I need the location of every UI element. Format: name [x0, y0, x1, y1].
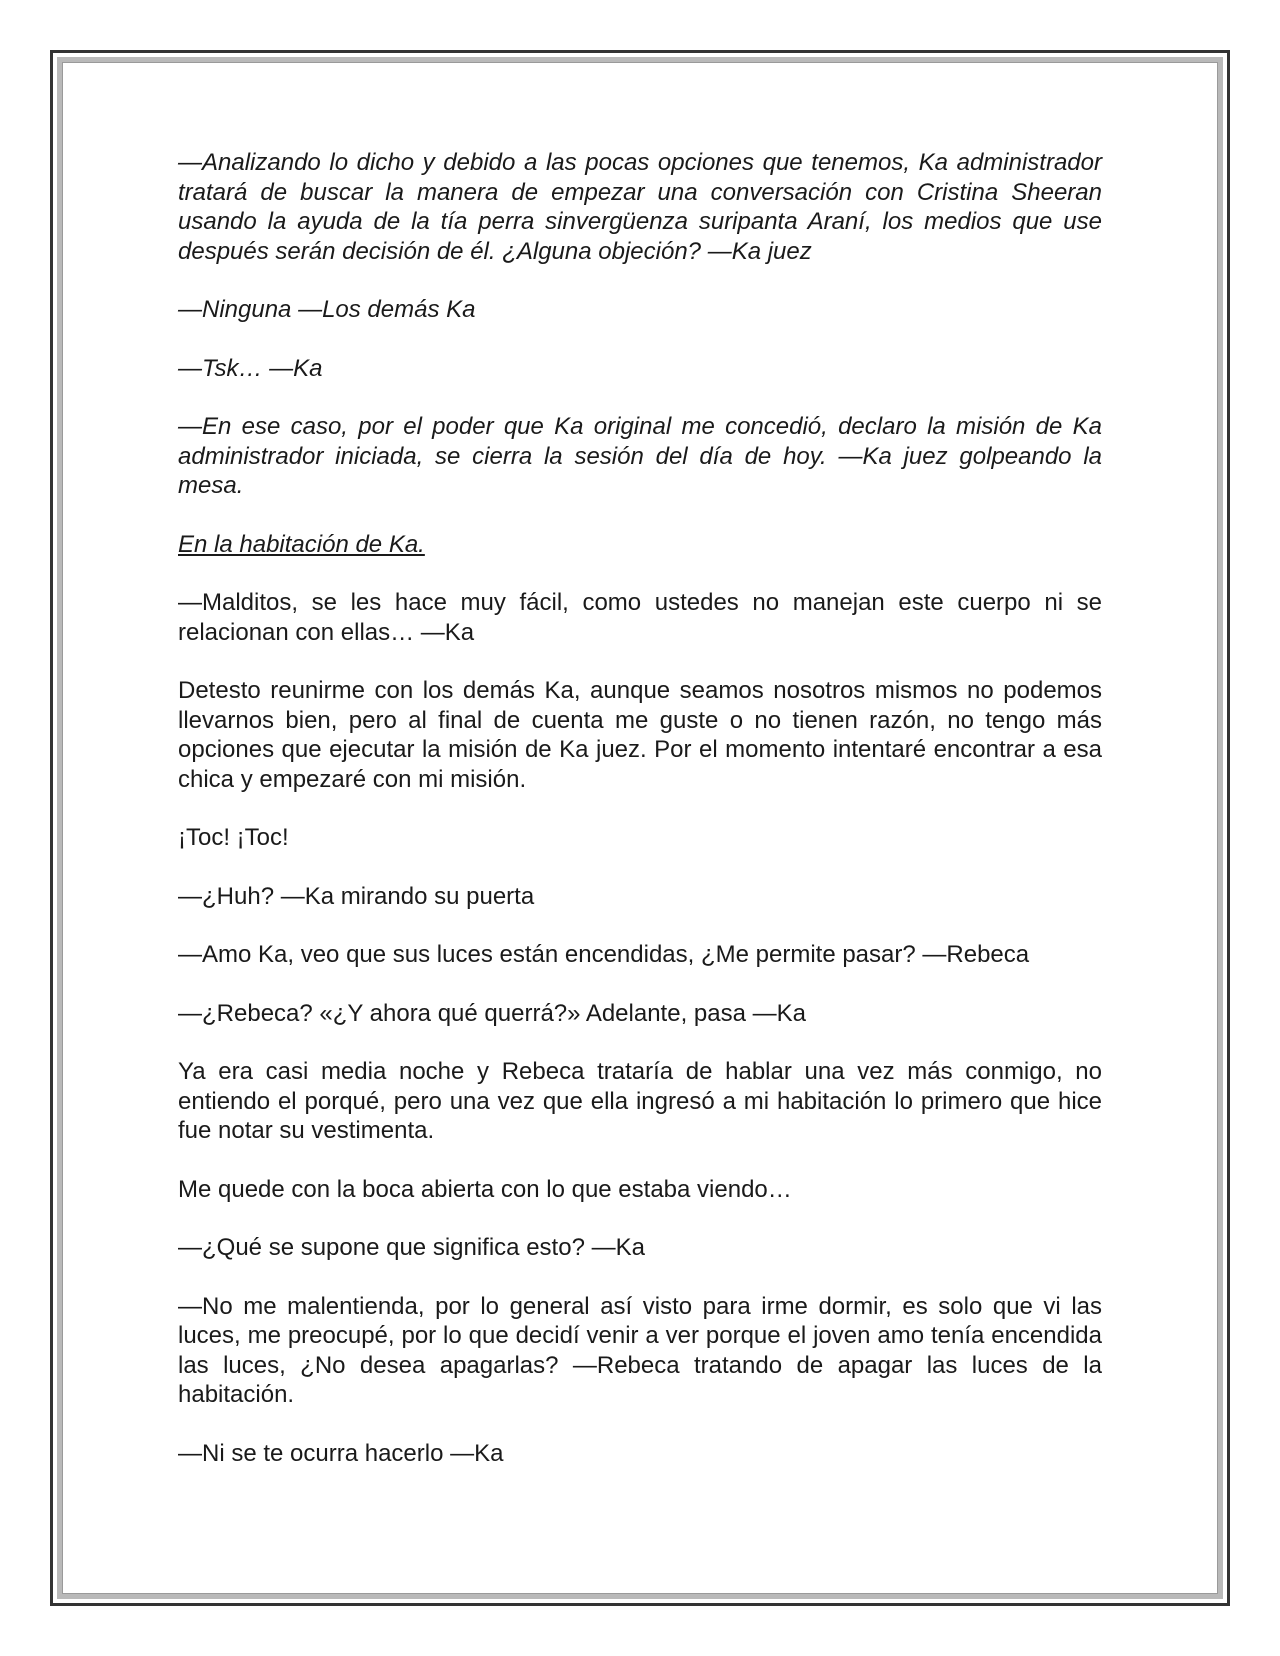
paragraph-huh: —¿Huh? —Ka mirando su puerta [178, 882, 535, 910]
paragraph-rebeca-explains: —No me malentienda, por lo general así visto para irme dormir, es solo que vi las luces, me preocupé, por lo que decidí venir a ver porque el joven amo tenía encendida las luces, ¿No desea apagarlas? —Rebeca tratando de apagar las luces de la habitación. [178, 1292, 1102, 1408]
paragraph-malditos: —Malditos, se les hace muy fácil, como ustedes no manejan este cuerpo ni se relacionan con ellas… —Ka [178, 589, 1102, 646]
paragraph-ka-invites: —¿Rebeca? «¿Y ahora qué querrá?» Adelante, pasa —Ka [178, 999, 806, 1027]
paragraph-narration-mouth-open: Me quede con la boca abierta con lo que estaba viendo… [178, 1175, 792, 1203]
paragraph-knock: ¡Toc! ¡Toc! [178, 824, 289, 851]
paragraph-rebeca-asks: —Amo Ka, veo que sus luces están encendidas, ¿Me permite pasar? —Rebeca [178, 941, 1030, 968]
paragraph-ka-refuses: —Ni se te ocurra hacerlo —Ka [178, 1439, 504, 1467]
paragraph-tsk: —Tsk… —Ka [178, 354, 323, 382]
paragraph-mission-declared: —En ese caso, por el poder que Ka original me concedió, declaro la misión de Ka administrador iniciada, se cierra la sesión del día de hoy. —Ka juez golpeando la mesa. [178, 413, 1102, 499]
paragraph-no-objection: —Ninguna —Los demás Ka [178, 296, 476, 323]
paragraph-judge-proposal: —Analizando lo dicho y debido a las pocas opciones que tenemos, Ka administrador tratará de buscar la manera de empezar una conversación con Cristina Sheeran usando la ayuda de la tía perra sinvergüenza suripanta Araní, los medios que use después serán decisión de él. ¿Alguna objeción? —Ka juez [178, 149, 1102, 265]
page-body [178, 148, 1102, 1497]
paragraph-narration-detesto: Detesto reunirme con los demás Ka, aunque seamos nosotros mismos no podemos llevarnos bien, pero al final de cuenta me guste o no tienen razón, no tengo más opciones que ejecutar la misión de Ka juez. Por el momento intentaré encontrar a esa chica y empezaré con mi misión. [178, 677, 1102, 793]
paragraph-ka-question: —¿Qué se supone que significa esto? —Ka [178, 1234, 645, 1261]
scene-heading: En la habitación de Ka. [178, 530, 425, 558]
paragraph-narration-midnight: Ya era casi media noche y Rebeca trataría de hablar una vez más conmigo, no entiendo el porqué, pero una vez que ella ingresó a mi habitación lo primero que hice fue notar su vestimenta. [178, 1058, 1102, 1144]
